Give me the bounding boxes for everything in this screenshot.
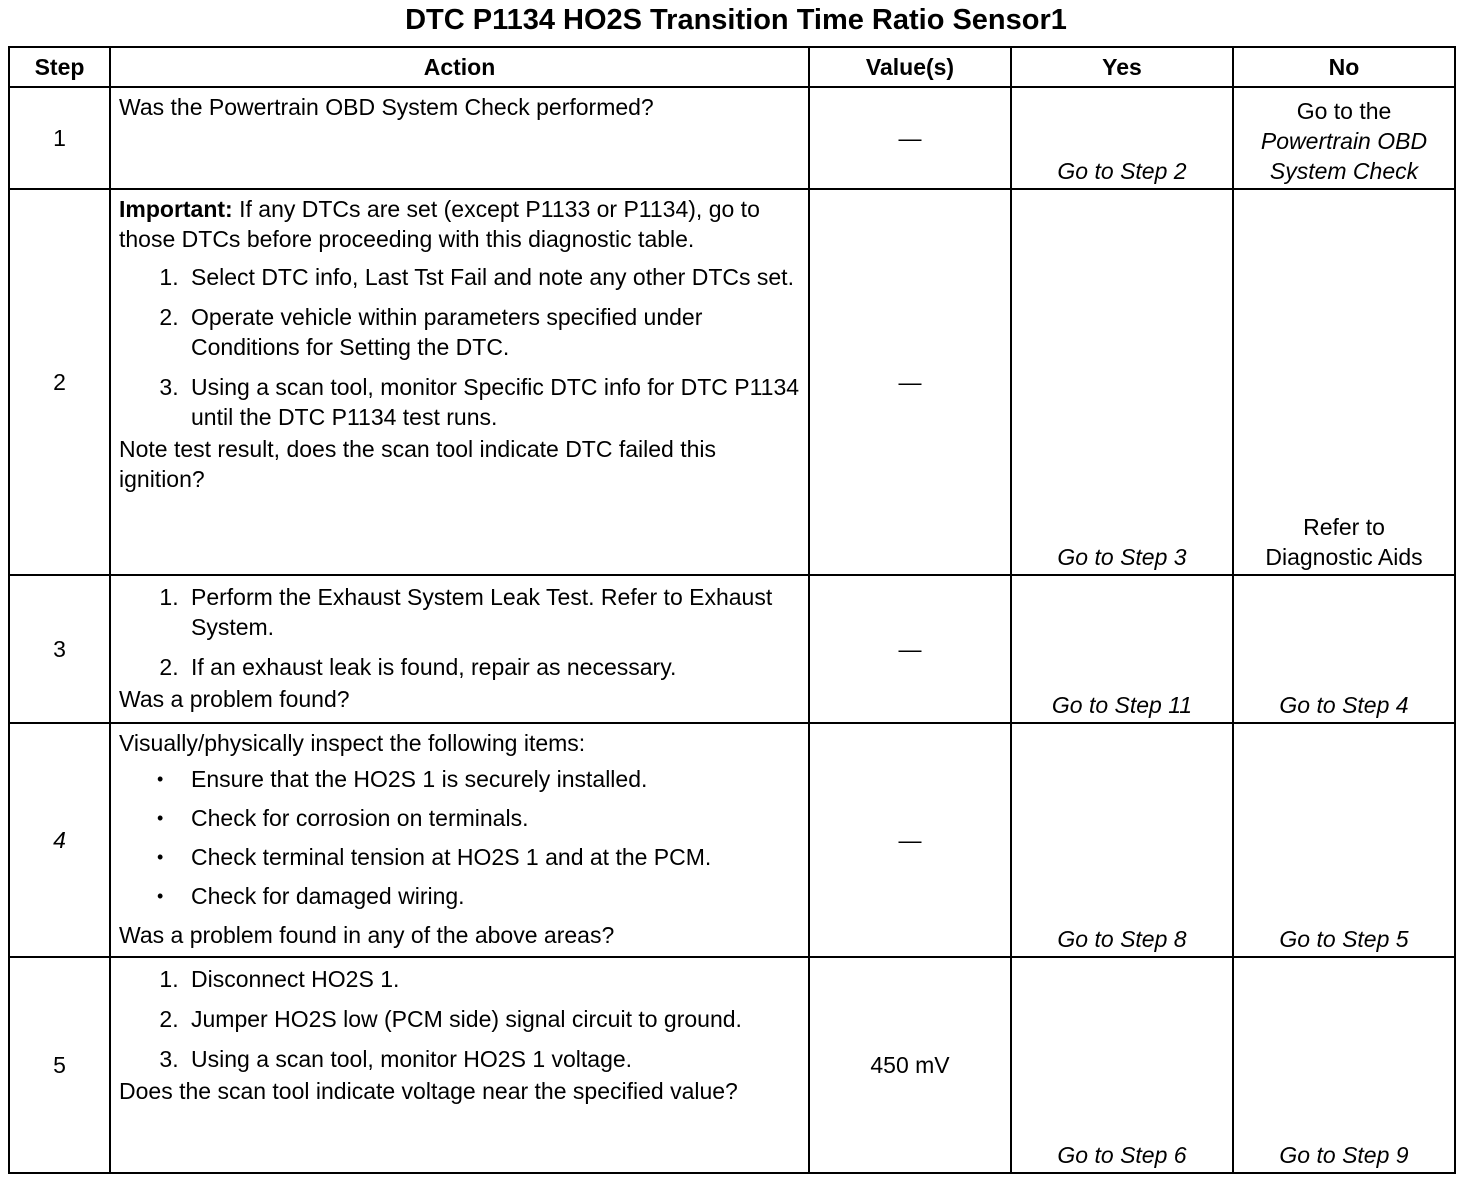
yes-cell: Go to Step 8	[1011, 723, 1233, 957]
action-step: 3. Using a scan tool, monitor Specific DTC info for DTC P1134 until the DTC P1134 test runs.	[185, 372, 802, 432]
yes-cell: Go to Step 11	[1011, 575, 1233, 723]
inspection-item: • Check terminal tension at HO2S 1 and at the PCM.	[185, 842, 802, 872]
action-question: Does the scan tool indicate voltage near the specified value?	[119, 1078, 738, 1104]
inspection-item: • Ensure that the HO2S 1 is securely installed.	[185, 764, 802, 794]
table-row	[9, 957, 1455, 1173]
value-cell: —	[809, 87, 1011, 189]
no-line: System Check	[1269, 158, 1419, 184]
value-cell: —	[809, 723, 1011, 957]
yes-cell: Go to Step 2	[1011, 87, 1233, 189]
header-action: Action	[110, 47, 809, 87]
action-intro: Visually/physically inspect the following items:	[119, 730, 586, 756]
action-question: Was a problem found?	[119, 686, 350, 712]
no-cell: Go to Step 5	[1233, 723, 1455, 957]
no-text: Refer to Diagnostic Aids	[1265, 514, 1423, 570]
step-number: 5	[9, 957, 110, 1173]
action-step: 2. Jumper HO2S low (PCM side) signal circuit to ground.	[185, 1004, 802, 1034]
action-cell	[110, 957, 809, 1173]
inspection-list	[119, 764, 802, 911]
action-cell	[110, 723, 809, 957]
table-row	[9, 87, 1455, 189]
important-label: Important:	[119, 196, 233, 222]
important-text: If any DTCs are set (except P1133 or P1134), go to those DTCs before proceeding with this diagnostic table.	[119, 196, 760, 252]
table-row	[9, 723, 1455, 957]
yes-cell: Go to Step 6	[1011, 957, 1233, 1173]
table-header-row	[9, 47, 1455, 87]
inspection-item: • Check for corrosion on terminals.	[185, 803, 802, 833]
step-number: 4	[9, 723, 110, 957]
action-steps	[119, 582, 802, 682]
inspection-item: • Check for damaged wiring.	[185, 881, 802, 911]
action-question: Was the Powertrain OBD System Check performed?	[119, 94, 654, 120]
action-step: 2. If an exhaust leak is found, repair as necessary.	[185, 652, 802, 682]
table-row	[9, 575, 1455, 723]
value-cell: —	[809, 189, 1011, 575]
action-cell	[110, 189, 809, 575]
no-line: Powertrain OBD	[1260, 128, 1428, 154]
action-steps	[119, 262, 802, 432]
value-cell: 450 mV	[809, 957, 1011, 1173]
no-line: Go to the	[1296, 98, 1392, 124]
action-cell	[110, 87, 809, 189]
no-cell	[1233, 87, 1455, 189]
no-cell: Go to Step 9	[1233, 957, 1455, 1173]
no-cell	[1233, 189, 1455, 575]
header-no: No	[1233, 47, 1455, 87]
action-question: Note test result, does the scan tool indicate DTC failed this ignition?	[119, 436, 717, 492]
action-question: Was a problem found in any of the above areas?	[119, 922, 615, 948]
action-cell	[110, 575, 809, 723]
value-cell: —	[809, 575, 1011, 723]
header-yes: Yes	[1011, 47, 1233, 87]
action-steps	[119, 964, 802, 1074]
action-step: 1. Disconnect HO2S 1.	[185, 964, 802, 994]
important-note	[119, 194, 802, 254]
table-row	[9, 189, 1455, 575]
header-values: Value(s)	[809, 47, 1011, 87]
action-step: 1. Perform the Exhaust System Leak Test. Refer to Exhaust System.	[185, 582, 802, 642]
diagnostic-table	[8, 46, 1456, 1174]
action-step: 2. Operate vehicle within parameters specified under Conditions for Setting the DTC.	[185, 302, 802, 362]
yes-cell: Go to Step 3	[1011, 189, 1233, 575]
step-number: 2	[9, 189, 110, 575]
header-step: Step	[9, 47, 110, 87]
no-cell: Go to Step 4	[1233, 575, 1455, 723]
step-number: 1	[9, 87, 110, 189]
step-number: 3	[9, 575, 110, 723]
action-step: 3. Using a scan tool, monitor HO2S 1 voltage.	[185, 1044, 802, 1074]
action-step: 1. Select DTC info, Last Tst Fail and note any other DTCs set.	[185, 262, 802, 292]
page-title: DTC P1134 HO2S Transition Time Ratio Sensor1	[405, 4, 1067, 36]
